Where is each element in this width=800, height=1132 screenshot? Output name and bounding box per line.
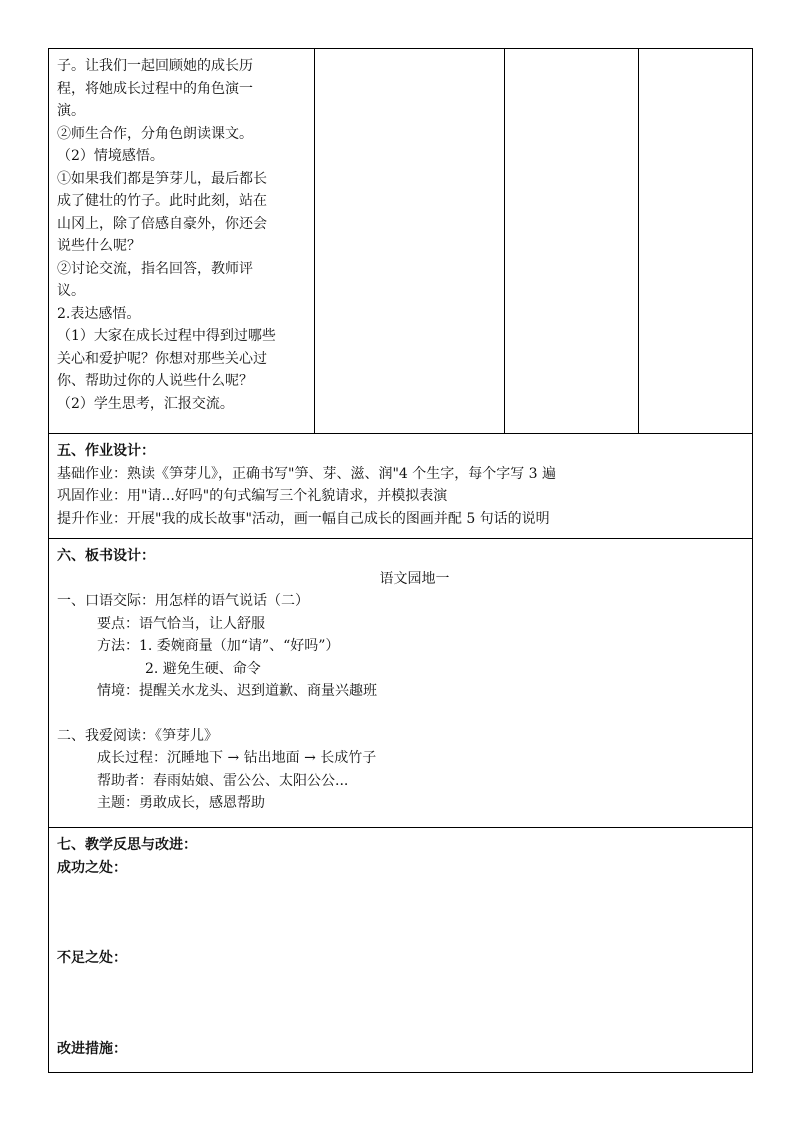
process-line: 2.表达感悟。 [57,305,141,322]
board-section-1: 一、口语交际：用怎样的语气说话（二） [57,593,309,609]
reflection-success-label: 成功之处： [57,859,127,876]
reflection-improvement-label: 改进措施： [57,1040,127,1057]
process-line: （1）大家在成长过程中得到过哪些 [57,328,276,344]
process-line: ①如果我们都是笋芽儿，最后都长 [57,170,267,187]
board-section-2: 二、我爱阅读：《笋芽儿》 [57,727,218,744]
lesson-plan-page [48,48,752,1076]
board-theme: 主题：勇敢成长，感恩帮助 [97,795,265,811]
process-line: 说些什么呢？ [57,238,141,254]
board-title: 语文园地一 [379,570,450,587]
board-design-row [49,539,753,828]
empty-cell-4 [639,49,753,434]
reflection-heading: 七、教学反思与改进： [57,837,197,853]
process-line: 成了健壮的竹子。此时此刻，站在 [57,193,267,209]
homework-consolidate: 巩固作业：用"请...好吗"的句式编写三个礼貌请求，并模拟表演 [57,488,448,504]
homework-heading: 五、作业设计： [57,443,155,459]
process-line: 程，将她成长过程中的角色演一 [57,80,253,97]
homework-advance: 提升作业：开展"我的成长故事"活动，画一幅自己成长的图画并配 5 句话的说明 [57,510,550,527]
reflection-shortcoming-label: 不足之处： [57,950,127,966]
process-line: 你、帮助过你的人说些什么呢？ [57,373,253,389]
board-heading: 六、板书设计： [57,548,155,564]
process-line: ②讨论交流，指名回答，教师评 [57,260,253,277]
board-method-2: 2. 避免生硬、命令 [145,660,261,677]
homework-cell [49,434,753,539]
board-helpers: 帮助者：春雨姑娘、雷公公、太阳公公... [97,772,349,789]
board-situation: 情境：提醒关水龙头、迟到道歉、商量兴趣班 [97,683,377,699]
lesson-plan-table [48,48,753,1073]
process-cell [49,49,315,434]
teaching-process-row [49,49,753,434]
empty-cell-2 [315,49,505,434]
process-line: ②师生合作，分角色朗读课文。 [57,125,253,142]
process-text [49,49,314,417]
homework-basic: 基础作业：熟读《笋芽儿》，正确书写"笋、芽、滋、润"4 个生字，每个字写 3 遍 [57,465,557,482]
process-line: 山冈上，除了倍感自豪外，你还会 [57,215,267,232]
homework-row [49,434,753,539]
process-line: 关心和爱护呢？你想对那些关心过 [57,350,267,367]
empty-cell-3 [505,49,639,434]
board-key-point: 要点：语气恰当，让人舒服 [97,615,265,632]
board-process: 成长过程：沉睡地下 → 钻出地面 → 长成竹子 [97,750,377,766]
process-line: 演。 [57,103,85,119]
reflection-row [49,828,753,1073]
process-line: （2）学生思考，汇报交流。 [57,395,234,412]
process-line: 子。让我们一起回顾她的成长历 [57,58,253,74]
process-line: （2）情境感悟。 [57,148,164,164]
board-method-1: 方法：1. 委婉商量（加“请”、“好吗”） [97,638,340,654]
board-design-cell [49,539,753,828]
reflection-cell [49,828,753,1073]
process-line: 议。 [57,283,85,299]
